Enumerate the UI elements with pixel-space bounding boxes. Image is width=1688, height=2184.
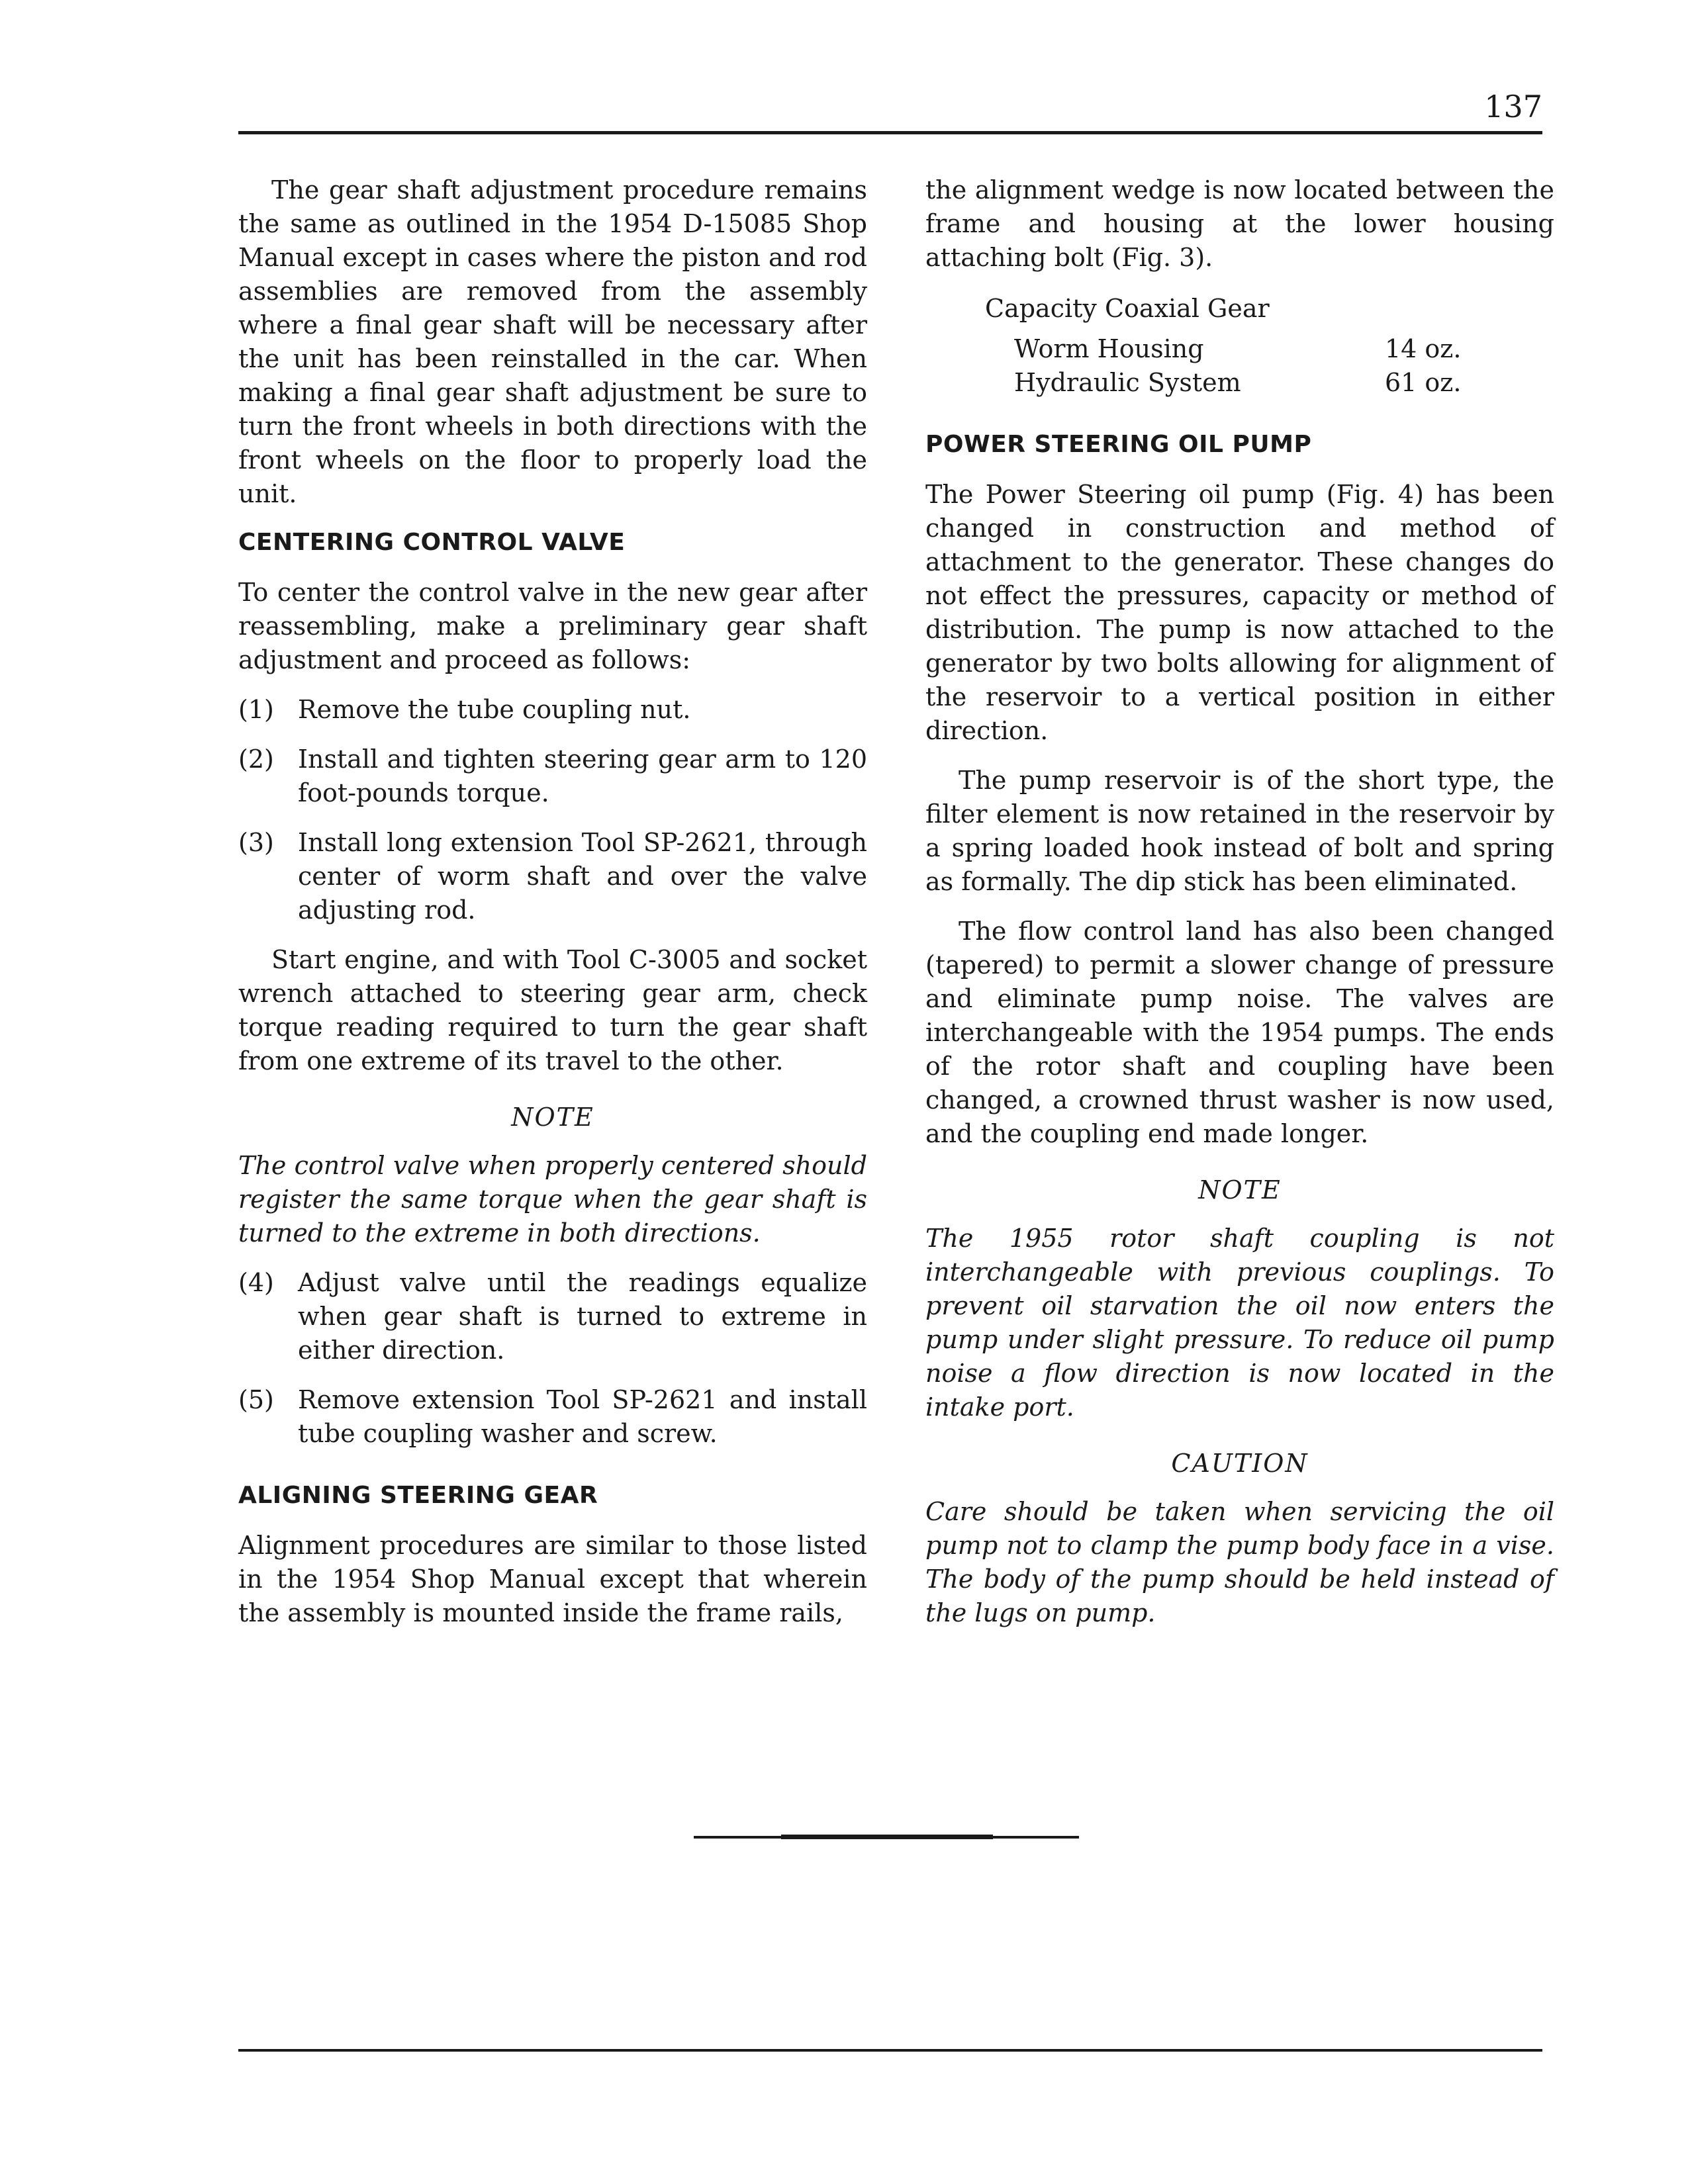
pump-heading: POWER STEERING OIL PUMP	[925, 431, 1312, 458]
note-text: The control valve when properly centered should register the same torque when the gear shaft is turned to the extreme in both directions.	[238, 1151, 867, 1248]
pump-paragraph-1: The Power Steering oil pump (Fig. 4) has been changed in construction and method of attachment to the generator. These changes do not effect the pressures, capacity or method of distribution. The pump is now attached to the generator by two bolts allowing for alignment of the reservoir to a vertical position in either direction.	[925, 480, 1554, 745]
end-rule-center	[781, 1835, 993, 1839]
note-text: The 1955 rotor shaft coupling is not interchangeable with previous couplings. To prevent oil starvation the oil now enters the pump under slight pressure. To reduce oil pump noise a flow direction is now located in the intake port.	[925, 1224, 1554, 1422]
start-engine-paragraph: Start engine, and with Tool C-3005 and socket wrench attached to steering gear arm, check torque reading required to turn the gear shaft from one extreme of its travel to the other.	[238, 945, 867, 1075]
list-item	[238, 743, 867, 810]
step-text: Remove extension Tool SP-2621 and install tube coupling washer and screw.	[298, 1385, 867, 1448]
step-number: (3)	[238, 828, 274, 857]
aligning-heading: ALIGNING STEERING GEAR	[238, 1482, 598, 1509]
list-item	[238, 826, 867, 927]
note-heading: NOTE	[1198, 1175, 1282, 1205]
list-item	[238, 693, 867, 727]
capacity-item: Worm Housing	[1014, 334, 1204, 363]
steps-list-b	[238, 1266, 867, 1451]
header-rule	[238, 131, 1542, 134]
pump-paragraph-2: The pump reservoir is of the short type, the filter element is now retained in the reservoir by a spring loaded hook instead of bolt and spring as formally. The dip stick has been eliminated.	[925, 766, 1554, 896]
centering-intro: To center the control valve in the new gear after reassembling, make a preliminary gear shaft adjustment and proceed as follows:	[238, 578, 867, 674]
step-text: Remove the tube coupling nut.	[298, 695, 691, 724]
capacity-title: Capacity Coaxial Gear	[985, 294, 1270, 323]
capacity-value: 61 oz.	[1385, 368, 1462, 397]
aligning-paragraph: Alignment procedures are similar to those listed in the 1954 Shop Manual except that wherein the assembly is mounted inside the frame rails,	[238, 1531, 867, 1627]
pump-paragraph-3: The flow control land has also been changed (tapered) to permit a slower change of pressure and eliminate pump noise. The valves are interchangeable with the 1954 pumps. The ends of the rotor shaft and coupling have been changed, a crowned thrust washer is now used, and the coupling end made longer.	[925, 917, 1554, 1148]
caution-heading: CAUTION	[1171, 1449, 1309, 1478]
intro-paragraph: The gear shaft adjustment procedure remains the same as outlined in the 1954 D-15085 Shop Manual except in cases where the piston and rod assemblies are removed from the assembly where a final gear shaft will be necessary after the unit has been reinstalled in the car. When making a final gear shaft adjustment be sure to turn the front wheels in both directions with the front wheels on the floor to properly load the unit.	[238, 175, 867, 508]
page-number: 137	[1484, 89, 1542, 124]
step-number: (1)	[238, 695, 274, 724]
steps-list-a	[238, 693, 867, 927]
step-number: (2)	[238, 745, 274, 774]
list-item	[238, 1383, 867, 1451]
continuation-paragraph: the alignment wedge is now located between the frame and housing at the lower housing attaching bolt (Fig. 3).	[925, 175, 1554, 272]
note-heading: NOTE	[511, 1103, 594, 1132]
list-item	[238, 1266, 867, 1367]
centering-heading: CENTERING CONTROL VALVE	[238, 529, 626, 556]
step-text: Adjust valve until the readings equalize when gear shaft is turned to extreme in either direction.	[298, 1268, 867, 1365]
left-column	[238, 173, 867, 1646]
step-number: (4)	[238, 1268, 274, 1297]
right-column	[925, 173, 1554, 1646]
capacity-item: Hydraulic System	[1014, 368, 1241, 397]
capacity-row	[1014, 332, 1554, 366]
step-number: (5)	[238, 1385, 274, 1414]
caution-text: Care should be taken when servicing the oil pump not to clamp the pump body face in a vise. The body of the pump should be held instead of the lugs on pump.	[925, 1497, 1554, 1627]
footer-rule	[238, 2049, 1542, 2052]
step-text: Install and tighten steering gear arm to 120 foot-pounds torque.	[298, 745, 867, 807]
capacity-row	[1014, 366, 1554, 400]
capacity-value: 14 oz.	[1385, 334, 1462, 363]
step-text: Install long extension Tool SP-2621, through center of worm shaft and over the valve adjusting rod.	[298, 828, 867, 925]
